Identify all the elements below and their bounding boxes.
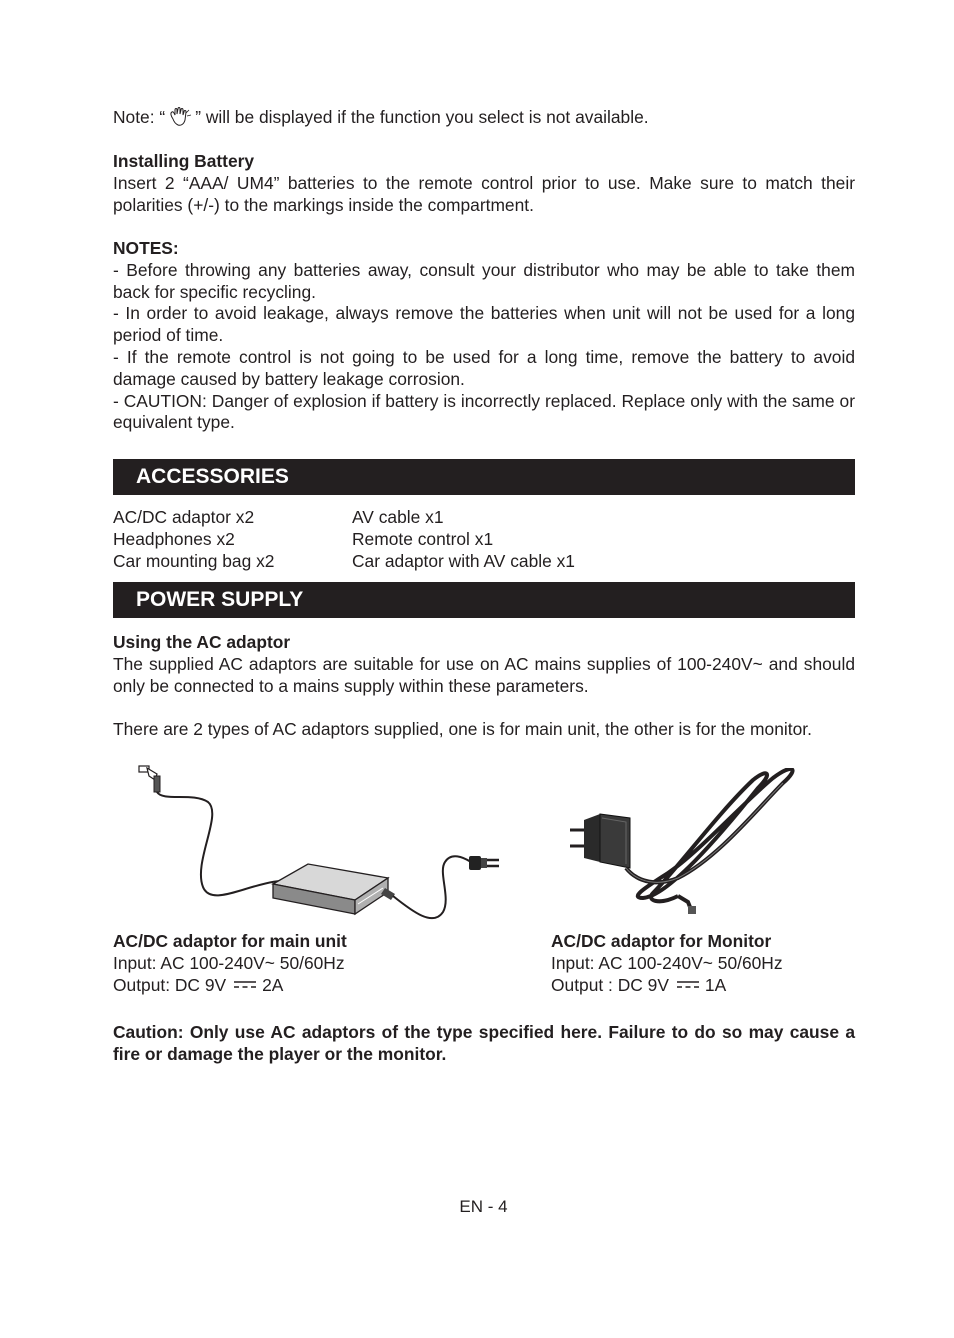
accessory-item: AC/DC adaptor x2 <box>113 507 255 527</box>
main-unit-adaptor-title: AC/DC adaptor for main unit <box>113 931 347 951</box>
notes-item: - If the remote control is not going to be used for a long time, remove the battery to avoid damage caused by battery leakage corrosion. <box>113 346 855 389</box>
monitor-adaptor-spec <box>551 931 783 996</box>
accessory-item: AV cable x1 <box>352 507 444 527</box>
main-unit-adaptor-illustration <box>133 762 513 934</box>
output-prefix: Output : DC 9V <box>551 974 669 995</box>
notes-heading: NOTES: <box>113 238 179 258</box>
accessory-item: Headphones x2 <box>113 528 235 549</box>
accessories-list-left <box>113 507 274 572</box>
installing-battery-body: Insert 2 “AAA/ UM4” batteries to the remote control prior to use. Make sure to match their polarities (+/-) to the markings inside the compartment. <box>113 172 855 215</box>
notes-item: - In order to avoid leakage, always remove the batteries when unit will not be used for a long period of time. <box>113 303 855 346</box>
monitor-adaptor-title: AC/DC adaptor for Monitor <box>551 931 772 951</box>
page-number: EN - 4 <box>459 1197 508 1216</box>
monitor-adaptor-output <box>551 975 783 997</box>
installing-battery-section <box>113 151 855 216</box>
accessory-item: Car adaptor with AV cable x1 <box>352 550 575 571</box>
note-suffix: ” will be displayed if the function you select is not available. <box>195 107 649 127</box>
main-unit-adaptor-input: Input: AC 100-240V~ 50/60Hz <box>113 952 345 973</box>
monitor-adaptor-illustration <box>568 768 803 916</box>
accessory-item: Car mounting bag x2 <box>113 550 275 571</box>
accessories-list-right <box>352 507 575 572</box>
accessory-item: Remote control x1 <box>352 528 494 549</box>
output-prefix: Output: DC 9V <box>113 974 227 995</box>
installing-battery-heading: Installing Battery <box>113 151 255 171</box>
notes-item: - CAUTION: Danger of explosion if battery is incorrectly replaced. Replace only with the same or equivalent type. <box>113 390 855 433</box>
output-suffix: 2A <box>262 974 284 995</box>
notes-section <box>113 238 855 434</box>
hand-pointer-icon <box>165 107 195 127</box>
dc-symbol-icon <box>677 980 699 990</box>
main-unit-adaptor-spec <box>113 931 347 996</box>
note-prefix: Note: “ <box>113 107 166 127</box>
notes-item: - Before throwing any batteries away, consult your distributor who may be able to take them back for specific recycling. <box>113 259 855 302</box>
monitor-adaptor-input: Input: AC 100-240V~ 50/60Hz <box>551 952 783 973</box>
adaptor-types-text: There are 2 types of AC adaptors supplied, one is for main unit, the other is for the monitor. <box>113 719 812 739</box>
dc-symbol-icon <box>234 980 256 990</box>
using-ac-adaptor-body: The supplied AC adaptors are suitable for use on AC mains supplies of 100-240V~ and should only be connected to a mains supply within these parameters. <box>113 653 855 696</box>
main-unit-adaptor-output <box>113 975 347 997</box>
power-supply-header: POWER SUPPLY <box>113 582 855 618</box>
output-suffix: 1A <box>704 974 727 995</box>
note-line <box>113 107 855 129</box>
using-ac-adaptor-heading: Using the AC adaptor <box>113 632 291 652</box>
accessories-header: ACCESSORIES <box>113 459 855 495</box>
page-footer <box>113 1197 855 1217</box>
using-ac-adaptor-section <box>113 632 855 697</box>
caution-text: Caution: Only use AC adaptors of the type specified here. Failure to do so may cause a fire or damage the player or the monitor. <box>113 1022 855 1064</box>
